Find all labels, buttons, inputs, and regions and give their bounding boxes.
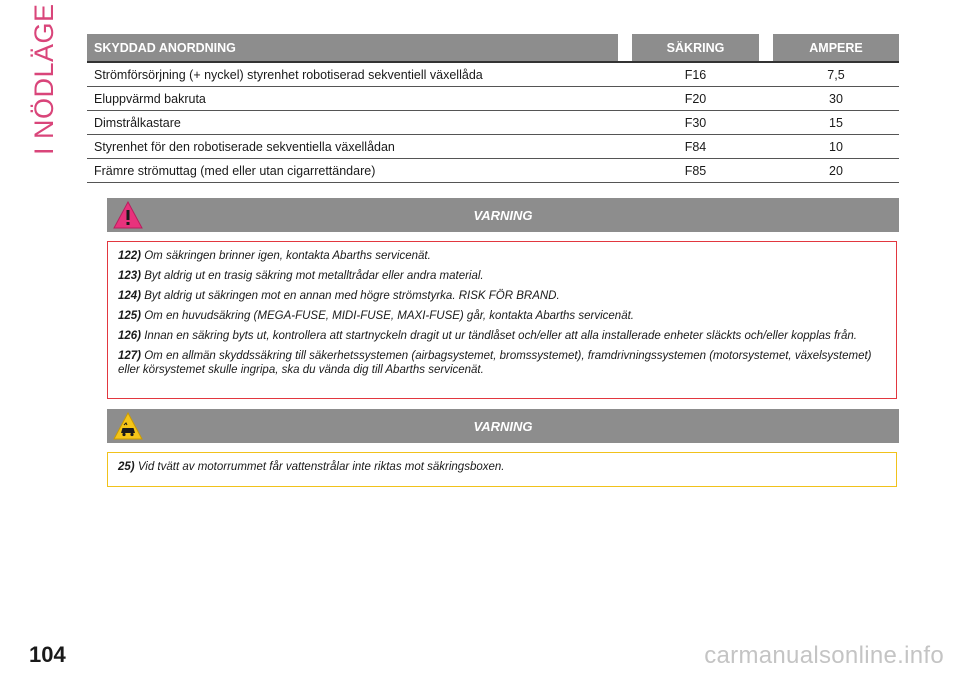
device-cell: Eluppvärmd bakruta <box>87 87 618 111</box>
table-row <box>87 159 899 183</box>
fuse-cell: F85 <box>632 159 759 183</box>
ampere-cell: 7,5 <box>773 61 899 87</box>
warning-title: VARNING <box>473 208 533 223</box>
car-damage-warning-icon <box>113 412 143 454</box>
device-cell: Strömförsörjning (+ nyckel) styrenhet robotiserad sekventiell växellåda <box>87 61 618 87</box>
table-row <box>87 135 899 159</box>
ampere-cell: 15 <box>773 111 899 135</box>
warning-item: 124) Byt aldrig ut säkringen mot en annan med högre strömstyrka. RISK FÖR BRAND. <box>118 290 560 302</box>
table-row <box>87 87 899 111</box>
fuse-cell: F20 <box>632 87 759 111</box>
fuse-cell: F30 <box>632 111 759 135</box>
ampere-cell: 10 <box>773 135 899 159</box>
warning-header-caution <box>107 409 899 443</box>
device-cell: Styrenhet för den robotiserade sekventiella växellådan <box>87 135 618 159</box>
warning-title: VARNING <box>473 419 533 434</box>
warning-item: 126) Innan en säkring byts ut, kontrollera att startnyckeln dragit ut ur tändlåset och/eller att alla installerade enheter släckts och/eller kopplas från. <box>118 330 857 342</box>
column-header-fuse: SÄKRING <box>632 34 759 61</box>
fuse-cell: F16 <box>632 61 759 87</box>
warning-box-caution <box>107 452 897 487</box>
warning-item: 127) Om en allmän skyddssäkring till säkerhetssystemen (airbagsystemet, bromssystemet), framdrivningssystemen (motorsystemet, växelsystemet) eller körsystemet skulle ingripa, ska du vända dig till Abarths servicenät. <box>118 350 872 376</box>
warning-item: 125) Om en huvudsäkring (MEGA-FUSE, MIDI-FUSE, MAXI-FUSE) går, kontakta Abarths servicenät. <box>118 310 634 322</box>
warning-header-danger <box>107 198 899 232</box>
device-cell: Främre strömuttag (med eller utan cigarrettändare) <box>87 159 618 183</box>
page-number: 104 <box>29 642 66 667</box>
ampere-cell: 30 <box>773 87 899 111</box>
column-header-ampere: AMPERE <box>773 34 899 61</box>
fuse-table <box>87 34 899 183</box>
warning-item: 122) Om säkringen brinner igen, kontakta Abarths servicenät. <box>118 250 431 262</box>
table-row <box>87 61 899 87</box>
watermark: carmanualsonline.info <box>704 642 944 669</box>
ampere-cell: 20 <box>773 159 899 183</box>
table-row <box>87 111 899 135</box>
section-title: I NÖDLÄGE <box>29 3 59 155</box>
table-header-row <box>87 34 899 61</box>
warning-item: 25) Vid tvätt av motorrummet får vattenstrålar inte riktas mot säkringsboxen. <box>118 461 505 473</box>
warning-triangle-icon <box>113 201 143 243</box>
warning-box-danger <box>107 241 897 399</box>
device-cell: Dimstrålkastare <box>87 111 618 135</box>
warning-item: 123) Byt aldrig ut en trasig säkring mot metalltrådar eller andra material. <box>118 270 484 282</box>
fuse-cell: F84 <box>632 135 759 159</box>
column-header-device: SKYDDAD ANORDNING <box>87 34 618 61</box>
